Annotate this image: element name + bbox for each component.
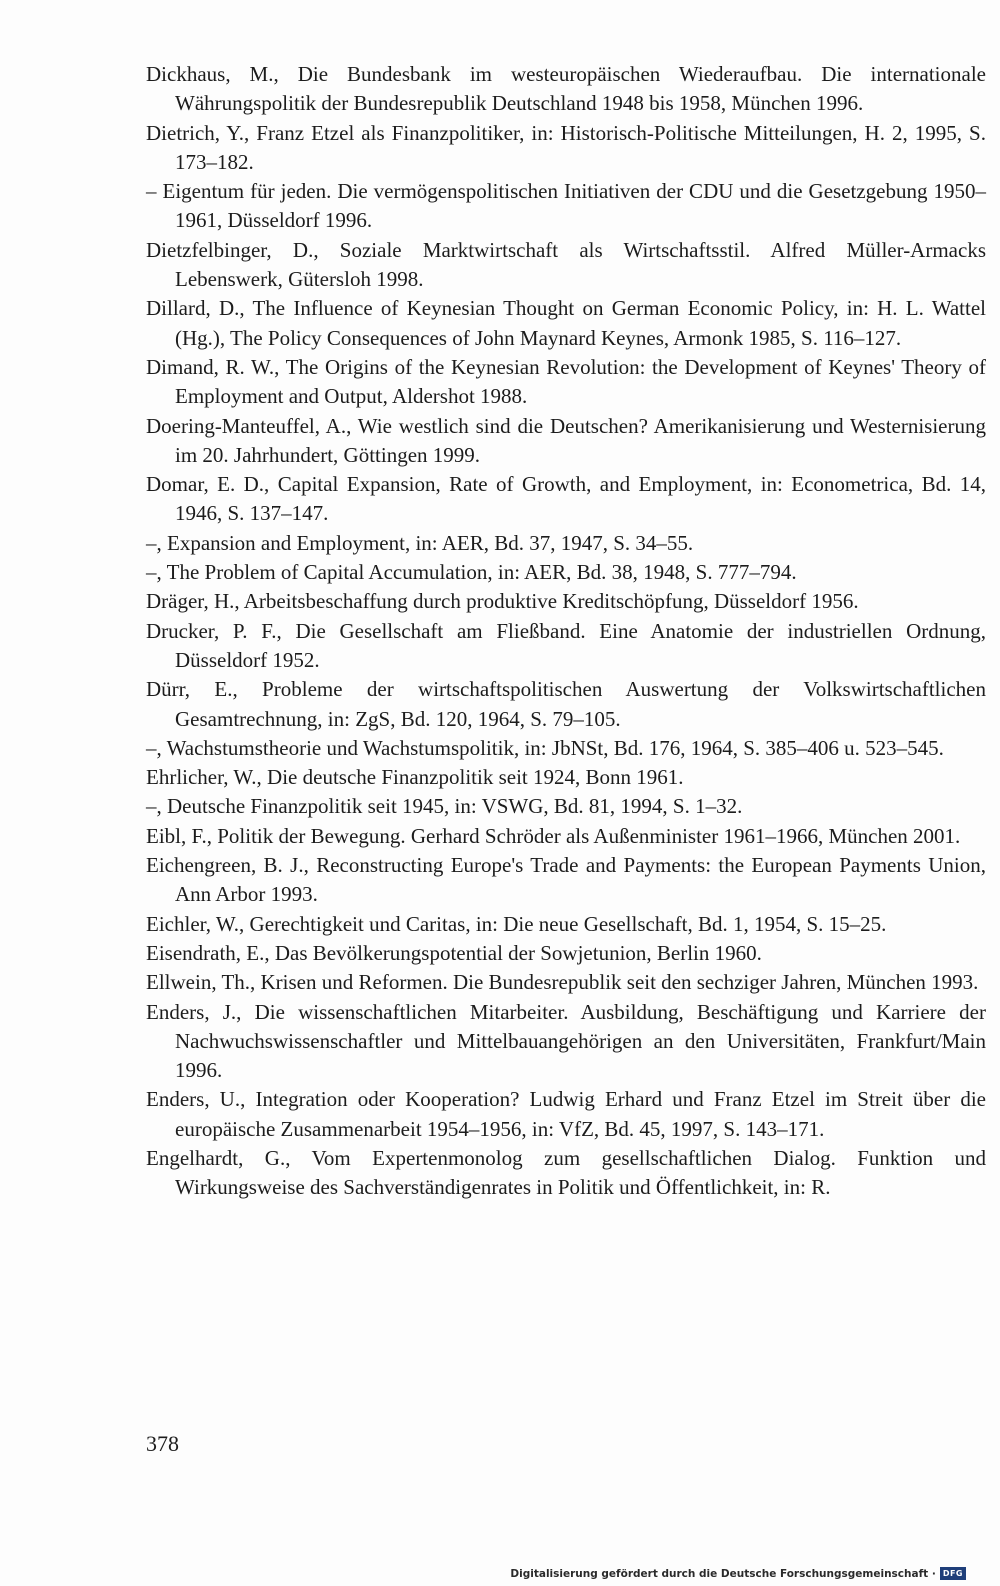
bibliography-entry: Dickhaus, M., Die Bundesbank im westeuropäischen Wiederaufbau. Die internationale Währungspolitik der Bundesrepublik Deutschland 1948 bis 1958, München 1996. [146,62,986,116]
bibliography-entry: Eibl, F., Politik der Bewegung. Gerhard Schröder als Außenminister 1961–1966, München 2001. [146,823,961,848]
bibliography-entry: Dietzfelbinger, D., Soziale Marktwirtschaft als Wirtschaftsstil. Alfred Müller-Armacks Lebenswerk, Gütersloh 1998. [146,237,986,292]
bibliography-entry: Ellwein, Th., Krisen und Reformen. Die Bundesrepublik seit den sechziger Jahren, München 1993. [146,970,979,995]
bibliography-entry: –, Expansion and Employment, in: AER, Bd. 37, 1947, S. 34–55. [146,530,694,555]
bibliography-entry: Enders, U., Integration oder Kooperation? Ludwig Erhard und Franz Etzel im Streit über die europäische Zusammenarbeit 1954–1956, in: VfZ, Bd. 45, 1997, S. 143–171. [146,1087,986,1141]
bibliography-entry: Enders, J., Die wissenschaftlichen Mitarbeiter. Ausbildung, Beschäftigung und Karriere der Nachwuchswissenschaftler und Mittelbauangehörigen an den Universitäten, Frankfurt/Main 1996. [146,999,986,1083]
bibliography-entry: Dräger, H., Arbeitsbeschaffung durch produktive Kreditschöpfung, Düsseldorf 1956. [146,589,859,614]
bibliography-list [146,60,986,1203]
bibliography-entry: Doering-Manteuffel, A., Wie westlich sind die Deutschen? Amerikanisierung und Westernisierung im 20. Jahrhundert, Göttingen 1999. [146,413,986,467]
digitization-credit [510,1567,966,1580]
bibliography-entry: Engelhardt, G., Vom Expertenmonolog zum gesellschaftlichen Dialog. Funktion und Wirkungsweise des Sachverständigenrates in Politik und Öffentlichkeit, in: R. [146,1145,986,1200]
bibliography-entry: Ehrlicher, W., Die deutsche Finanzpolitik seit 1924, Bonn 1961. [146,765,684,790]
page-number: 378 [146,1431,179,1456]
bibliography-entry: –, Deutsche Finanzpolitik seit 1945, in: VSWG, Bd. 81, 1994, S. 1–32. [146,794,743,819]
bibliography-entry: Drucker, P. F., Die Gesellschaft am Fließband. Eine Anatomie der industriellen Ordnung, Düsseldorf 1952. [146,618,986,672]
bibliography-entry: Dürr, E., Probleme der wirtschaftspolitischen Auswertung der Volkswirtschaftlichen Gesamtrechnung, in: ZgS, Bd. 120, 1964, S. 79–105. [146,677,986,731]
bibliography-entry: Domar, E. D., Capital Expansion, Rate of Growth, and Employment, in: Econometrica, Bd. 14, 1946, S. 137–147. [146,472,986,526]
bibliography-entry: – Eigentum für jeden. Die vermögenspolitischen Initiativen der CDU und die Gesetzgebung 1950–1961, Düsseldorf 1996. [146,179,986,233]
bibliography-entry: Dietrich, Y., Franz Etzel als Finanzpolitiker, in: Historisch-Politische Mitteilungen, H. 2, 1995, S. 173–182. [146,120,986,174]
bibliography-entry: –, The Problem of Capital Accumulation, in: AER, Bd. 38, 1948, S. 777–794. [146,560,797,585]
bibliography-entry: Eichengreen, B. J., Reconstructing Europe's Trade and Payments: the European Payments Union, Ann Arbor 1993. [146,853,986,907]
bibliography-entry: Eisendrath, E., Das Bevölkerungspotential der Sowjetunion, Berlin 1960. [146,940,762,965]
bibliography-entry: Eichler, W., Gerechtigkeit und Caritas, in: Die neue Gesellschaft, Bd. 1, 1954, S. 15–25. [146,911,887,936]
bibliography-entry: –, Wachstumstheorie und Wachstumspolitik, in: JbNSt, Bd. 176, 1964, S. 385–406 u. 523–545. [146,735,944,760]
bibliography-entry: Dimand, R. W., The Origins of the Keynesian Revolution: the Development of Keynes' Theory of Employment and Output, Aldershot 1988. [146,354,986,409]
credit-text: Digitalisierung gefördert durch die Deutsche Forschungsgemeinschaft · [510,1567,936,1580]
dfg-logo-icon: DFG [940,1567,966,1580]
bibliography-entry: Dillard, D., The Influence of Keynesian Thought on German Economic Policy, in: H. L. Wattel (Hg.), The Policy Consequences of John Maynard Keynes, Armonk 1985, S. 116–127. [146,296,986,350]
